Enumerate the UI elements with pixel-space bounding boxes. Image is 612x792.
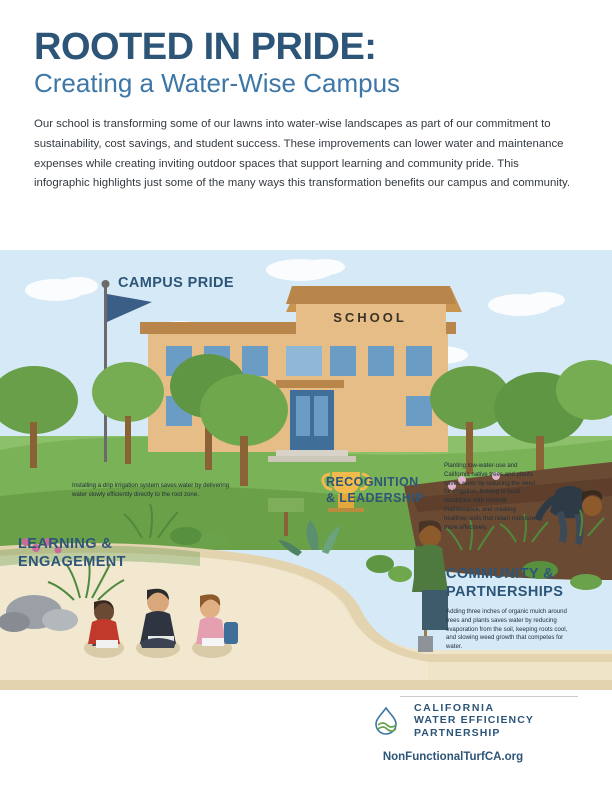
page-title: ROOTED IN PRIDE: bbox=[34, 26, 377, 68]
label-learning-line2: ENGAGEMENT bbox=[18, 554, 126, 571]
label-recognition-line1: RECOGNITION bbox=[326, 475, 419, 489]
campus-illustration bbox=[0, 250, 612, 690]
label-recognition-line2: & LEADERSHIP bbox=[326, 490, 424, 505]
cwep-logo bbox=[328, 702, 578, 739]
footer-url[interactable]: NonFunctionalTurfCA.org bbox=[382, 751, 524, 764]
intro-paragraph: Our school is transforming some of our lawns into water-wise landscapes as part of our commitment to sustainability, cost savings, and student success. These improvements can lower water and maintenance expenses while creating inviting outdoor spaces that support learning and community pride. This infographic highlights just some of the many ways this transformation benefits our campus and community. bbox=[34, 118, 571, 190]
footer-divider bbox=[400, 696, 578, 697]
page-subtitle: Creating a Water-Wise Campus bbox=[34, 67, 401, 98]
label-community-line1: COMMUNITY & bbox=[446, 566, 555, 582]
logo-line-2: WATER EFFICIENCY bbox=[413, 714, 535, 727]
label-learning-engagement bbox=[18, 535, 126, 571]
caption-native-planting: Planting low-water-use and California native trees and plants saves water by reducing the need for irrigation, thriving in local conditions with minimal maintenance, and creating healthier soils that retain moisture more effectively. bbox=[444, 462, 536, 531]
caption-drip-irrigation: Installing a drip irrigation system saves water by delivering water slowly efficiently directly to the root zone. bbox=[72, 482, 230, 498]
logo-line-3: PARTNERSHIP bbox=[413, 726, 501, 739]
label-campus-pride: CAMPUS PRIDE bbox=[118, 275, 234, 291]
footer-content bbox=[328, 702, 578, 763]
footer bbox=[0, 692, 612, 792]
logo-line-1: CALIFORNIA bbox=[413, 702, 495, 714]
label-community-line2: PARTNERSHIPS bbox=[446, 584, 564, 601]
school-sign-text: SCHOOL bbox=[333, 310, 407, 325]
label-learning-line1: LEARNING & bbox=[18, 536, 113, 552]
caption-mulch: Adding three inches of organic mulch around trees and plants saves water by reducing evaporation from the soil, keeping roots cool, and slowing weed growth that competes for water. bbox=[446, 608, 568, 651]
header bbox=[0, 0, 612, 194]
logo-wordmark bbox=[414, 702, 534, 739]
label-recognition-leadership bbox=[326, 475, 424, 506]
label-community-partnerships bbox=[446, 565, 563, 601]
water-drop-icon bbox=[372, 706, 406, 736]
